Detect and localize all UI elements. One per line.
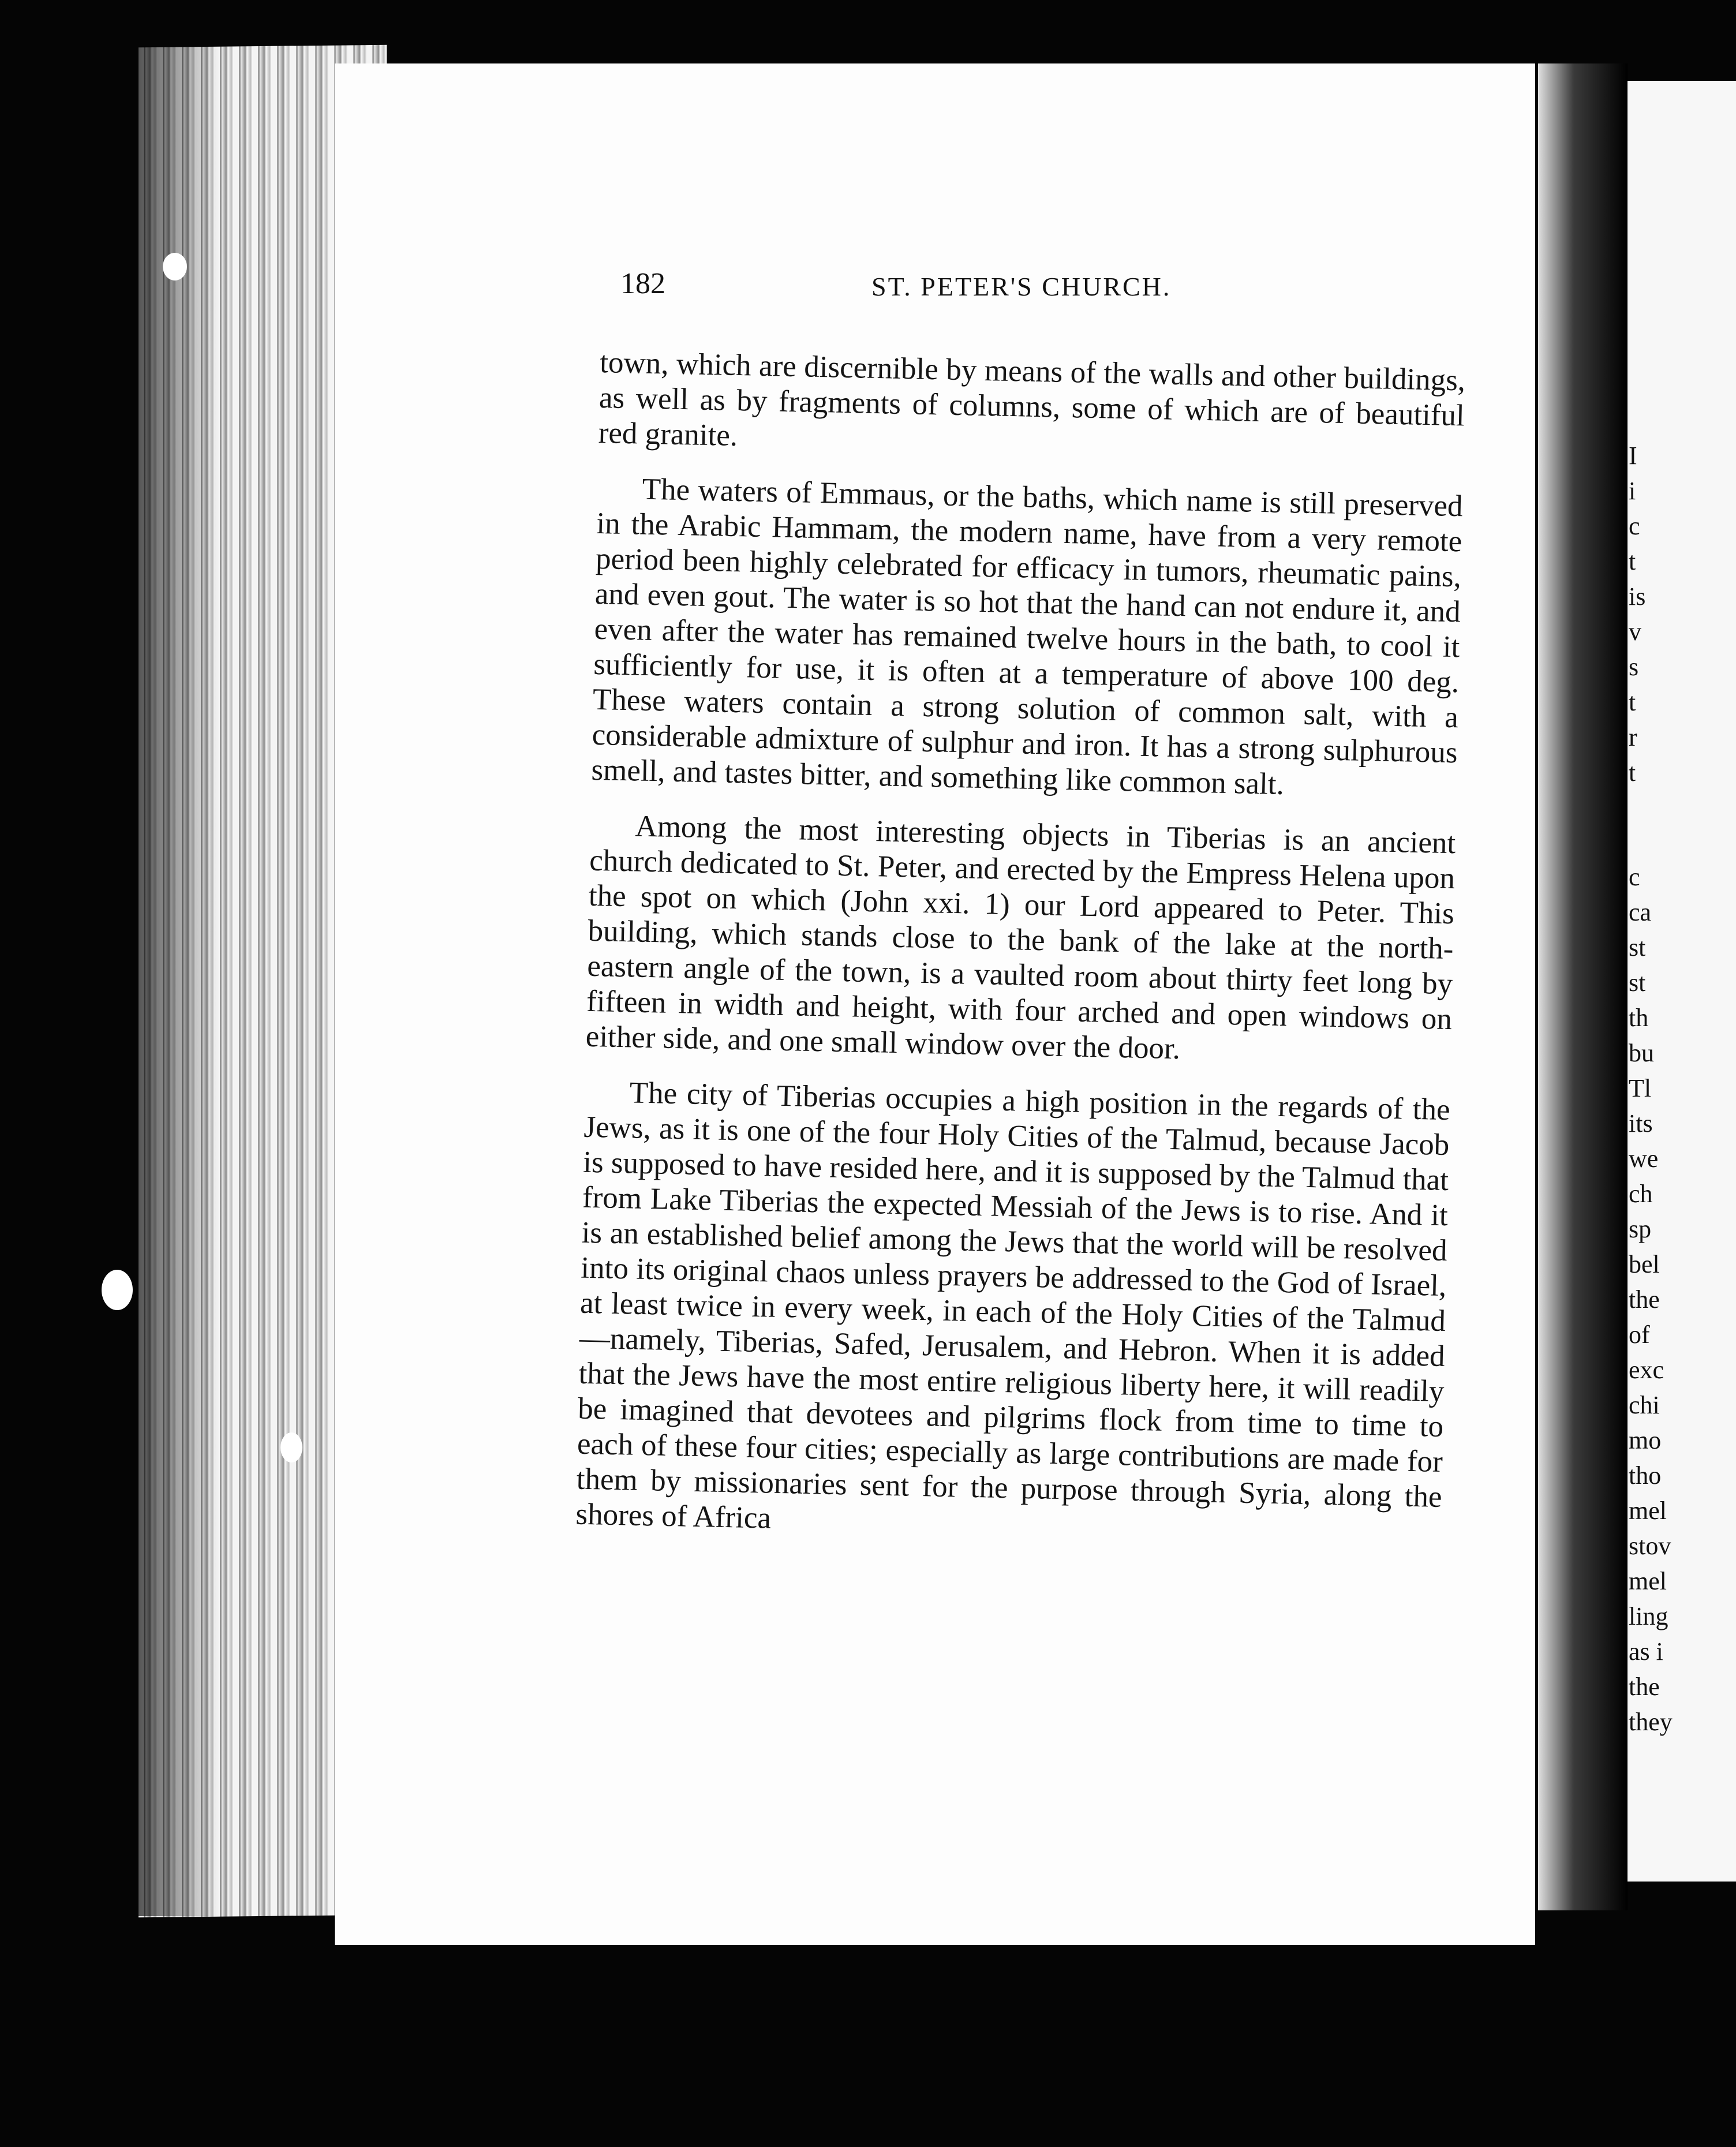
facing-page-fragment: t xyxy=(1629,688,1636,716)
facing-page-fragment: they xyxy=(1629,1708,1673,1736)
facing-page-fragment: I xyxy=(1629,442,1637,470)
paragraph: The waters of Emmaus, or the baths, which name is still preserved in the Arabic Hammam, the modern name, have from a very remote period been highly celebrated for efficacy in tumors, rheumatic pains, and even gout. The water is so hot that the hand can not endure it, and even after the water has remained twelve hours in the bath, to cool it sufficiently for use, it is often at a temperature of above 100 deg. These waters contain a strong solution of common salt, with a considerable admixture of sulphur and iron. It has a strong sulphurous smell, and tastes bitter, and something like common salt. xyxy=(590,472,1464,801)
facing-page-fragment: as i xyxy=(1629,1637,1663,1666)
paragraph: The city of Tiberias occupies a high position in the regards of the Jews, as it is one of the four Holy Cities of the Talmud, because Jacob is supposed to have resided here, and it is supposed by the Talmud that from Lake Tiberias the expected Messiah of the Jews is to rise. And it is an established belief among the Jews that the world will be resolved into its original chaos unless prayers be addressed to the God of Israel, at least twice in every week, in each of the Holy Cities of the Talmud—namely, Tiberias, Safed, Jerusalem, and Hebron. When it is added that the Jews have the most entire religious liberty here, it will readily be imagined that devotees and pilgrims flock from time to time to each of these four cities; especially as large contributions are made for them by missionaries sent for the purpose through Syria, along the shores of Africa xyxy=(575,1076,1451,1535)
facing-page-fragment: the xyxy=(1629,1285,1660,1314)
facing-page-fragment: ca xyxy=(1629,898,1652,926)
facing-page-fragment: r xyxy=(1629,723,1637,751)
paragraph: town, which are discernible by means of the walls and other buildings, as well as by fragments of columns, some of which are of beautiful red granite. xyxy=(598,345,1466,453)
facing-page-fragment: ch xyxy=(1629,1180,1653,1208)
facing-page-fragment: c xyxy=(1629,512,1640,540)
facing-page-fragment: ling xyxy=(1629,1602,1668,1630)
book-gutter xyxy=(1538,63,1628,1910)
facing-page-fragment: st xyxy=(1629,933,1646,962)
facing-page-fragment: tho xyxy=(1629,1461,1662,1490)
facing-page-fragment: mel xyxy=(1629,1497,1667,1525)
facing-page-fragment: s xyxy=(1629,653,1639,681)
facing-page-edge xyxy=(1628,81,1736,1882)
facing-page-fragment: mo xyxy=(1629,1426,1662,1454)
facing-page-fragment: the xyxy=(1629,1673,1660,1701)
facing-page-fragment: is xyxy=(1629,582,1646,611)
paragraph: Among the most interesting objects in Tiberias is an ancient church dedicated to St. Peter, and erected by the Empress Helena upon the spot on which (John xxi. 1) our Lord appeared to Peter. This building, which stands close to the bank of the lake at the north-eastern angle of the town, is a vaulted room about thirty feet long by fifteen in width and height, with four arched and open windows on either side, and one small window over the door. xyxy=(585,809,1456,1066)
facing-page-fragment: sp xyxy=(1629,1215,1652,1243)
facing-page-fragment: st xyxy=(1629,968,1646,997)
facing-page-fragment: of xyxy=(1629,1321,1650,1349)
facing-page-fragment: c xyxy=(1629,863,1640,891)
facing-page-fragment: stov xyxy=(1629,1532,1671,1560)
facing-page-fragment: we xyxy=(1629,1144,1659,1173)
page-number: 182 xyxy=(620,267,665,300)
paper-speck xyxy=(163,253,187,280)
facing-page-fragment: i xyxy=(1629,477,1636,505)
facing-page-fragment: bel xyxy=(1629,1250,1660,1278)
page-header xyxy=(600,267,1466,313)
facing-page-fragment: Tl xyxy=(1629,1074,1652,1102)
facing-page-fragment: v xyxy=(1629,618,1641,646)
facing-page-fragment: bu xyxy=(1629,1039,1654,1067)
facing-page-fragment: its xyxy=(1629,1109,1653,1138)
facing-page-fragment: th xyxy=(1629,1004,1649,1032)
paper-speck xyxy=(280,1432,302,1462)
paper-speck xyxy=(102,1270,133,1310)
facing-page-fragment: exc xyxy=(1629,1356,1664,1384)
facing-page-fragment: t xyxy=(1629,758,1636,787)
page-edges-shadow xyxy=(139,46,219,1916)
facing-page-fragment: mel xyxy=(1629,1567,1667,1595)
facing-page-fragment: chi xyxy=(1629,1391,1660,1419)
running-title: ST. PETER'S CHURCH. xyxy=(871,272,1172,301)
body-text xyxy=(575,345,1465,1570)
facing-page-fragment: t xyxy=(1629,547,1636,575)
